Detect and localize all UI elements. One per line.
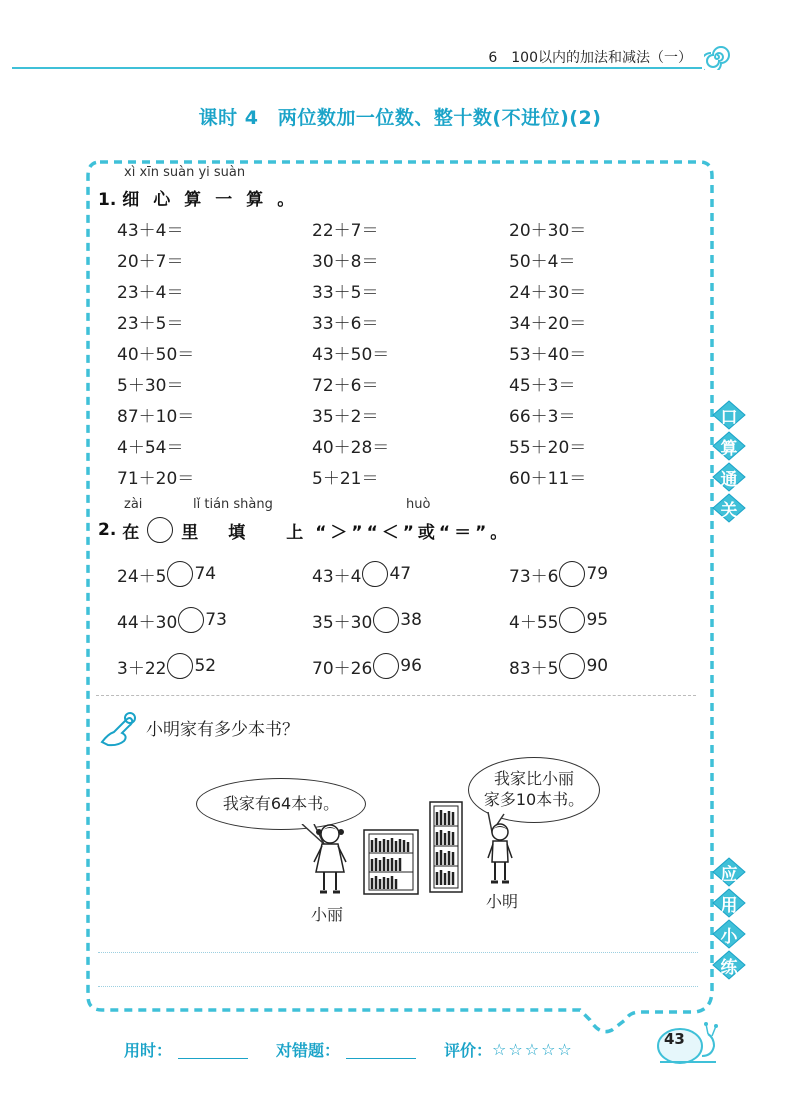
comparison-right: 74 [194,564,217,584]
comparison-item [117,561,216,587]
boy-xiaoming-illustration [480,822,520,888]
expression-item[interactable]: 5＋30＝ [117,376,184,396]
expression-item[interactable]: 30＋8＝ [312,252,379,272]
expression-item[interactable]: 40＋28＝ [312,438,390,458]
compare-answer-circle[interactable] [559,561,585,587]
answer-line-1[interactable] [98,952,698,953]
section2-title-b: 里 填 上 [181,522,316,543]
rating-stars[interactable]: ☆☆☆☆☆ [492,1040,574,1059]
comparison-right: 47 [389,564,412,584]
tall-bookshelf-illustration [428,800,464,894]
comparison-left: 73＋6 [509,566,559,587]
compare-answer-circle[interactable] [167,561,193,587]
application-tab [712,919,746,949]
rating-label: 评价： [444,1041,493,1060]
expression-item[interactable]: 34＋20＝ [509,314,587,334]
comparison-item [312,561,411,587]
expression-item[interactable]: 22＋7＝ [312,221,379,241]
application-tab [712,857,746,887]
oral-tab [712,462,746,492]
comparison-left: 35＋30 [312,612,373,633]
section1-pinyin: xì xīn suàn yi suàn [124,165,246,180]
compare-answer-circle[interactable] [167,653,193,679]
expression-item[interactable]: 20＋30＝ [509,221,587,241]
comparison-left: 24＋5 [117,566,167,587]
oral-tab-label: 算 [720,438,738,459]
lesson-title: 课时 4 两位数加一位数、整十数(不进位)(2) [198,107,602,129]
section1-title-text: 细心算一算。 [122,190,309,210]
comparison-left: 44＋30 [117,612,178,633]
header-rule [12,67,702,69]
comparison-item [117,607,227,633]
comparison-item [509,561,608,587]
section2-title [98,517,511,543]
comparison-item [312,607,422,633]
application-tab [712,950,746,980]
expression-item[interactable]: 5＋21＝ [312,469,379,489]
application-tab-label: 用 [720,895,738,916]
time-label: 用时： [124,1041,173,1060]
spiral-icon [704,44,730,70]
answer-line-2[interactable] [98,986,698,987]
expression-item[interactable]: 23＋5＝ [117,314,184,334]
application-tab [712,888,746,918]
expression-item[interactable]: 72＋6＝ [312,376,379,396]
expression-item[interactable]: 45＋3＝ [509,376,576,396]
expression-item[interactable]: 40＋50＝ [117,345,195,365]
comparison-right: 73 [205,610,227,630]
comparison-right: 79 [586,564,609,584]
compare-answer-circle[interactable] [362,561,388,587]
snail-icon [650,1020,722,1066]
oral-tab-label: 关 [720,500,738,521]
section2-title-a: 在 [122,522,140,543]
word-problem-question: 小明家有多少本书？ [146,720,299,740]
compare-answer-circle[interactable] [373,607,399,633]
section-divider [96,695,696,696]
compare-answer-circle[interactable] [373,653,399,679]
application-tab-label: 应 [720,864,738,885]
comparison-item [509,607,608,633]
expression-item[interactable]: 33＋6＝ [312,314,379,334]
application-tab-label: 小 [720,926,738,947]
expression-item[interactable]: 23＋4＝ [117,283,184,303]
application-tab-label: 练 [720,957,738,978]
expression-item[interactable]: 50＋4＝ [509,252,576,272]
name-xiaoming: 小明 [486,892,519,911]
section1-title [98,185,308,210]
footer-evaluation [124,1038,574,1061]
chapter-title: 6 100以内的加法和减法（一） [488,50,692,66]
expression-item[interactable]: 43＋50＝ [312,345,390,365]
expression-item[interactable]: 20＋7＝ [117,252,184,272]
compare-answer-circle[interactable] [559,607,585,633]
comparison-right: 52 [194,656,217,676]
expression-item[interactable]: 53＋40＝ [509,345,587,365]
expression-item[interactable]: 71＋20＝ [117,469,195,489]
compare-answer-circle[interactable] [559,653,585,679]
expression-item[interactable]: 4＋54＝ [117,438,184,458]
expression-item[interactable]: 33＋5＝ [312,283,379,303]
circle-symbol [147,517,173,543]
oral-tab [712,400,746,430]
section1-number: 1. [98,190,117,210]
section2-number: 2. [98,520,117,540]
name-xiaoli: 小丽 [311,905,344,924]
expression-item[interactable]: 35＋2＝ [312,407,379,427]
speech-right-line1: 我家比小丽 [493,769,574,789]
comparison-right: 96 [400,656,422,676]
comparison-left: 43＋4 [312,566,362,587]
speech-left-text: 我家有64本书。 [222,793,340,813]
time-blank[interactable] [178,1040,248,1059]
expression-item[interactable]: 60＋11＝ [509,469,587,489]
short-bookshelf-illustration [362,828,420,896]
comparison-item [117,653,216,679]
comparison-left: 3＋22 [117,658,167,679]
oral-tab [712,493,746,523]
comparison-right: 95 [586,610,609,630]
comparison-left: 70＋26 [312,658,373,679]
comparison-left: 4＋55 [509,612,559,633]
comparison-left: 83＋5 [509,658,559,679]
comparison-right: 90 [586,656,609,676]
comparison-item [509,653,608,679]
page-number: 43 [664,1030,685,1048]
girl-xiaoli-illustration [308,822,352,898]
expression-item[interactable]: 43＋4＝ [117,221,184,241]
comparison-item [312,653,422,679]
pointing-hand-icon [98,708,140,748]
pinyin-zai: zài [124,497,143,512]
oral-tab-label: 通 [720,469,738,490]
comparison-right: 38 [400,610,422,630]
expression-item[interactable]: 55＋20＝ [509,438,587,458]
errors-label: 对错题： [276,1041,341,1060]
expression-item[interactable]: 24＋30＝ [509,283,587,303]
pinyin-huo: huò [406,497,431,512]
compare-answer-circle[interactable] [178,607,204,633]
pinyin-li-tian-shang: lǐ tián shàng [193,497,273,512]
errors-blank[interactable] [346,1040,416,1059]
expression-item[interactable]: 87＋10＝ [117,407,195,427]
speech-right-line2: 家多10本书。 [483,790,585,809]
oral-tab [712,431,746,461]
section2-title-c: “＞”“＜”或“＝”。 [315,522,512,543]
oral-tab-label: 口 [720,407,738,428]
expression-item[interactable]: 66＋3＝ [509,407,576,427]
